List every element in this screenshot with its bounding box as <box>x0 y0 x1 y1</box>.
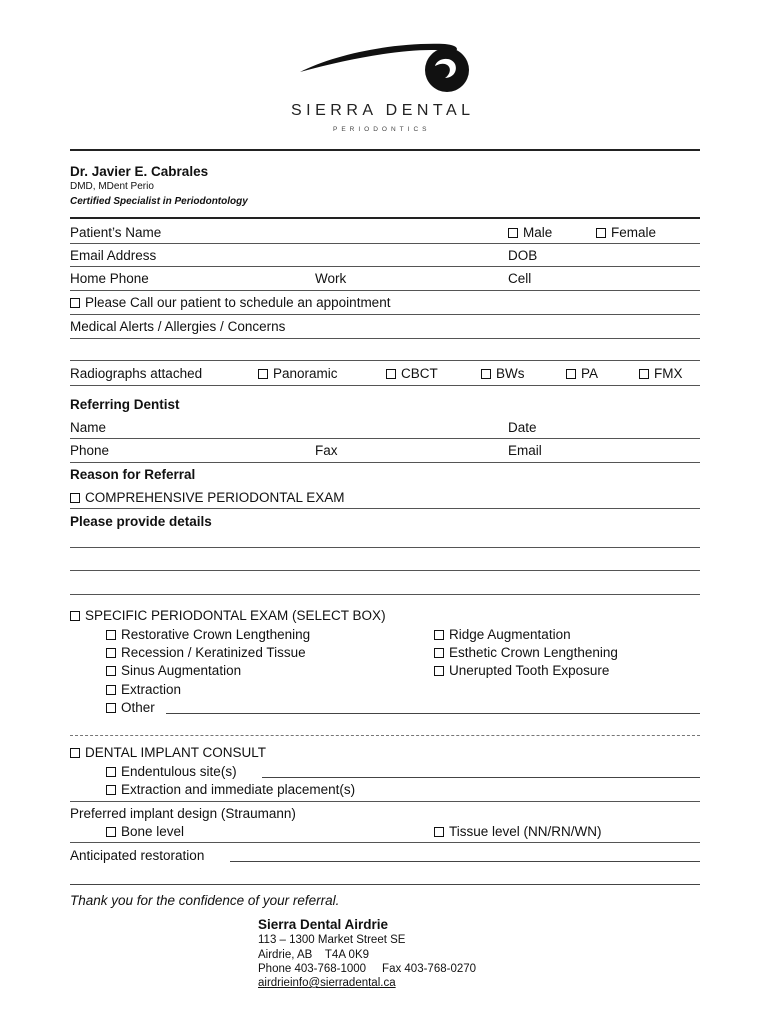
doctor-specialty: Certified Specialist in Periodontology <box>70 196 248 207</box>
divider <box>70 385 700 386</box>
cell-phone-label: Cell <box>508 271 532 286</box>
referring-email-label: Email <box>508 443 542 458</box>
referring-dentist-heading: Referring Dentist <box>70 397 180 412</box>
implant-consult-checkbox[interactable]: DENTAL IMPLANT CONSULT <box>70 745 266 761</box>
divider <box>70 360 700 361</box>
referring-phone-label: Phone <box>70 443 110 458</box>
cbct-checkbox[interactable]: CBCT <box>386 366 438 382</box>
divider <box>70 149 700 151</box>
bws-checkbox[interactable]: BWs <box>481 366 525 382</box>
checkbox-icon[interactable] <box>106 630 116 640</box>
ridge-augmentation-checkbox[interactable]: Ridge Augmentation <box>434 627 571 643</box>
clinic-name: Sierra Dental Airdrie <box>258 917 389 932</box>
checkbox-icon[interactable] <box>481 369 491 379</box>
details-line[interactable] <box>70 547 700 548</box>
checkbox-icon[interactable] <box>106 767 116 777</box>
medical-alerts-label: Medical Alerts / Allergies / Concerns <box>70 319 286 334</box>
checkbox-icon[interactable] <box>258 369 268 379</box>
reason-heading: Reason for Referral <box>70 467 196 482</box>
referring-name-label: Name <box>70 420 107 435</box>
divider <box>70 801 700 802</box>
panoramic-checkbox[interactable]: Panoramic <box>258 366 338 382</box>
anticipated-restoration-label: Anticipated restoration <box>70 848 205 863</box>
checkbox-icon[interactable] <box>106 685 116 695</box>
sinus-augmentation-checkbox[interactable]: Sinus Augmentation <box>106 663 241 679</box>
doctor-name: Dr. Javier E. Cabrales <box>70 164 209 179</box>
checkbox-icon[interactable] <box>106 648 116 658</box>
edentulous-checkbox[interactable]: Endentulous site(s) <box>106 764 237 780</box>
thank-you-note: Thank you for the confidence of your referral. <box>70 893 340 908</box>
checkbox-icon[interactable] <box>434 648 444 658</box>
divider <box>70 842 700 843</box>
pa-checkbox[interactable]: PA <box>566 366 598 382</box>
fmx-checkbox[interactable]: FMX <box>639 366 683 382</box>
home-phone-label: Home Phone <box>70 271 149 286</box>
checkbox-icon[interactable] <box>106 666 116 676</box>
clinic-email-link[interactable]: airdrieinfo@sierradental.ca <box>258 977 396 989</box>
checkbox-icon[interactable] <box>70 611 80 621</box>
patient-name-label: Patient’s Name <box>70 225 162 240</box>
unerupted-tooth-checkbox[interactable]: Unerupted Tooth Exposure <box>434 663 609 679</box>
male-checkbox[interactable]: Male <box>508 225 552 241</box>
clinic-phone-fax: Phone 403-768-1000 Fax 403-768-0270 <box>258 963 477 975</box>
edentulous-entry-line[interactable] <box>262 777 700 778</box>
comprehensive-exam-checkbox[interactable]: COMPREHENSIVE PERIODONTAL EXAM <box>70 490 345 506</box>
female-checkbox[interactable]: Female <box>596 225 656 241</box>
checkbox-icon[interactable] <box>70 748 80 758</box>
clinic-address-line1: 113 – 1300 Market Street SE <box>258 934 406 946</box>
divider <box>70 290 700 291</box>
divider <box>70 314 700 315</box>
checkbox-icon[interactable] <box>70 493 80 503</box>
checkbox-icon[interactable] <box>434 666 444 676</box>
divider <box>70 438 700 439</box>
anticipated-entry-line[interactable] <box>230 861 700 862</box>
checkbox-icon[interactable] <box>106 785 116 795</box>
checkbox-icon[interactable] <box>386 369 396 379</box>
bone-level-checkbox[interactable]: Bone level <box>106 824 184 840</box>
recession-checkbox[interactable]: Recession / Keratinized Tissue <box>106 645 306 661</box>
checkbox-icon[interactable] <box>508 228 518 238</box>
checkbox-icon[interactable] <box>434 827 444 837</box>
restorative-crown-checkbox[interactable]: Restorative Crown Lengthening <box>106 627 310 643</box>
logo-name: SIERRA DENTAL <box>291 102 475 119</box>
specific-exam-checkbox[interactable]: SPECIFIC PERIODONTAL EXAM (SELECT BOX) <box>70 608 386 624</box>
checkbox-icon[interactable] <box>566 369 576 379</box>
divider <box>70 243 700 244</box>
checkbox-icon[interactable] <box>639 369 649 379</box>
esthetic-crown-checkbox[interactable]: Esthetic Crown Lengthening <box>434 645 618 661</box>
checkbox-icon[interactable] <box>106 827 116 837</box>
sierra-dental-logo-icon <box>295 36 485 96</box>
divider <box>70 338 700 339</box>
call-patient-checkbox[interactable]: Please Call our patient to schedule an appointment <box>70 295 390 311</box>
divider <box>70 462 700 463</box>
checkbox-icon[interactable] <box>434 630 444 640</box>
doctor-credentials: DMD, MDent Perio <box>70 181 154 192</box>
work-phone-label: Work <box>315 271 347 286</box>
details-line[interactable] <box>70 570 700 571</box>
email-address-label: Email Address <box>70 248 157 263</box>
preferred-design-label: Preferred implant design (Straumann) <box>70 806 296 821</box>
divider <box>70 266 700 267</box>
checkbox-icon[interactable] <box>596 228 606 238</box>
details-line[interactable] <box>70 594 700 595</box>
anticipated-entry-line-2[interactable] <box>70 884 700 885</box>
dob-label: DOB <box>508 248 538 263</box>
other-checkbox[interactable]: Other <box>106 700 155 716</box>
other-entry-line-2[interactable] <box>70 735 700 736</box>
radiographs-label: Radiographs attached <box>70 366 203 381</box>
checkbox-icon[interactable] <box>106 703 116 713</box>
extraction-placement-checkbox[interactable]: Extraction and immediate placement(s) <box>106 782 355 798</box>
other-entry-line[interactable] <box>166 713 700 714</box>
referring-fax-label: Fax <box>315 443 338 458</box>
checkbox-icon[interactable] <box>70 298 80 308</box>
clinic-address-line2: Airdrie, AB T4A 0K9 <box>258 949 370 961</box>
referring-date-label: Date <box>508 420 537 435</box>
divider <box>70 217 700 219</box>
tissue-level-checkbox[interactable]: Tissue level (NN/RN/WN) <box>434 824 602 840</box>
provide-details-label: Please provide details <box>70 514 212 529</box>
logo-subtitle: PERIODONTICS <box>333 126 431 133</box>
divider <box>70 508 700 509</box>
extraction-checkbox[interactable]: Extraction <box>106 682 181 698</box>
